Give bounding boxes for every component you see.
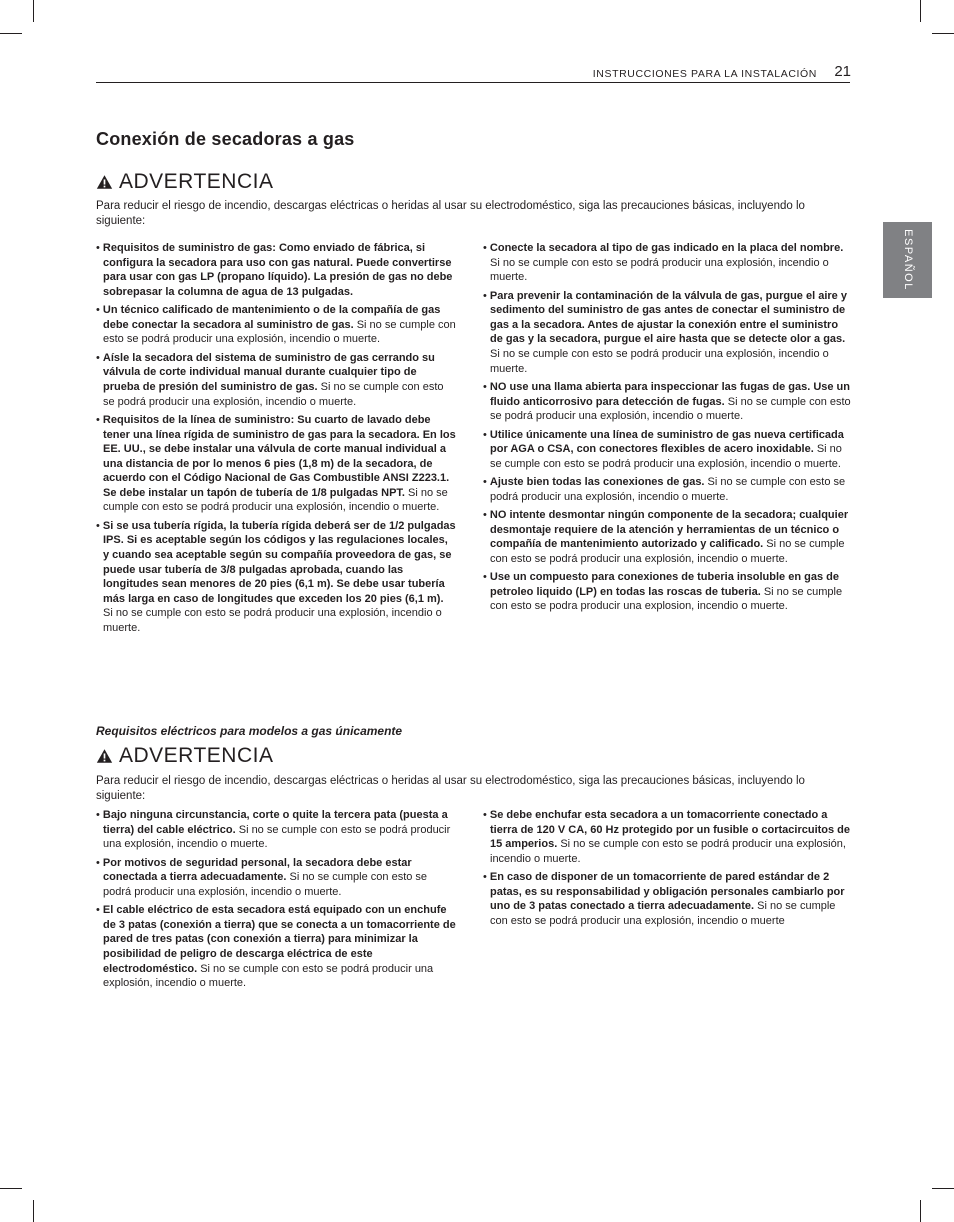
warning-heading-text: ADVERTENCIA — [119, 170, 274, 193]
bullet-item: • NO use una llama abierta para inspeccionar las fugas de gas. Use un fluido anticorrosivo para detección de fugas. Si no se cumple con esto se podrá producir una explosión, incendio o muerte. — [483, 380, 851, 423]
bullet-body-text: Si no se cumple con esto se podra producir una explosion, incendio o muerte. — [490, 585, 843, 613]
bullet-bold-text: El cable eléctrico de esta secadora está equipado con un enchufe de 3 patas (conexión a tierra) que se conecta a un tomacorriente de pared de tres patas (con conexión a tierra) para minimizar la posibilidad de peligro de descarga eléctrica de este electrodoméstico. — [102, 904, 456, 975]
header-rule — [96, 82, 850, 83]
bullet-item: • Por motivos de seguridad personal, la secadora debe estar conectada a tierra adecuadamente. Si no se cumple con esto se podrá producir una explosión, incendio o muerte. — [96, 856, 428, 898]
bullet-body-text: Si no se cumple con esto se podrá producir una explosión, incendio o muerte. — [103, 962, 434, 990]
bullet-bold-text: Use un compuesto para conexiones de tuberia insoluble en gas de petroleo liquido (LP) en todas las roscas de tuberia. — [489, 571, 839, 598]
crop-mark — [33, 1200, 34, 1222]
electrical-requirements-subheading: Requisitos eléctricos para modelos a gas únicamente — [96, 724, 403, 738]
warning1-left-column — [96, 241, 456, 639]
warning-intro: Para reducir el riesgo de incendio, descargas eléctricas o heridas al usar su electrodoméstico, siga las precauciones básicas, incluyendo lo siguiente: — [96, 775, 805, 802]
crop-mark — [932, 33, 954, 34]
warning-triangle-icon — [96, 748, 113, 764]
warning-heading-text: ADVERTENCIA — [119, 744, 274, 767]
bullet-body-text: Si no se cumple con esto se podrá producir una explosión, incendio o muerte. — [490, 395, 851, 423]
bullet-item: • Para prevenir la contaminación de la válvula de gas, purgue el aire y sedimento del suministro de gas antes de conectar el suministro de gas a la secadora. Antes de ajustar la conexión entre el suministro de gas y la secadora, purgue el aire hasta que se detecte olor a gas. Si no se cumple con esto se podrá producir una explosión, incendio o muerte. — [483, 289, 847, 375]
bullet-item: • Ajuste bien todas las conexiones de gas. Si no se cumple con esto se podrá producir una explosión, incendio o muerte. — [483, 476, 846, 503]
page-number: 21 — [834, 63, 851, 80]
bullet-body-text: Si no se cumple con esto se podrá producir una explosión, incendio o muerte. — [103, 486, 448, 514]
crop-mark — [0, 1188, 22, 1189]
bullet-bold-text: Requisitos de suministro de gas: Como enviado de fábrica, si configura la secadora para uso con gas natural. Puede convertirse para usar con gas LP (propano líquido). La presión de gas no debe sobrepasar la columna de agua de 13 pulgadas. — [102, 242, 453, 298]
crop-mark — [0, 33, 22, 34]
warning-heading — [96, 170, 273, 194]
bullet-bold-text: NO intente desmontar ningún componente de la secadora; cualquier desmontaje requiere de la atención y herramientas de un técnico o compañía de mantenimiento autorizado y calificado. — [489, 509, 849, 551]
bullet-bold-text: Para prevenir la contaminación de la válvula de gas, purgue el aire y sedimento del suministro de gas antes de conectar el suministro de gas a la secadora. Antes de ajustar la conexión entre el suministro de gas y la secadora, purgue el aire hasta que se detecte olor a gas. — [489, 289, 847, 346]
bullet-body-text: Si no se cumple con esto se podrá producir una explosión, incendio o muerte. — [490, 256, 829, 284]
bullet-bold-text: Si se usa tubería rígida, la tubería rígida deberá ser de 1/2 pulgadas IPS. Si es aceptable según los códigos y las regulaciones locales, y cuando sea aceptable según su compañía proveedora de gas, se puede usar tubería de 3/8 pulgadas aprobada, cuando las longitudes sean menores de 20 pies (6,1 m). Se debe usar tubería más larga en caso de longitudes que exceden los 20 pies (6,1 m). — [102, 519, 456, 605]
crop-mark — [33, 0, 34, 22]
bullet-bold-text: Se debe enchufar esta secadora a un tomacorriente conectado a tierra de 120 V CA, 60 Hz protegido por un fusible o cortacircuitos de 15 amperios. — [489, 809, 851, 851]
bullet-body-text: Si no se cumple con esto se podrá producir una explosión, incendio o muerte. — [490, 347, 829, 375]
bullet-item: • Utilice únicamente una línea de suministro de gas nueva certificada por AGA o CSA, con conectores flexibles de acero inoxidable. Si no se cumple con esto se podrá producir una explosión, incendio o muerte. — [483, 428, 844, 470]
bullet-bold-text: NO use una llama abierta para inspeccionar las fugas de gas. Use un fluido anticorrosivo para detección de fugas. — [489, 380, 850, 408]
bullet-body-text: Si no se cumple con esto se podrá producir una explosión, incendio o muerte. — [490, 838, 846, 865]
bullet-body-text: Si no se cumple con esto se podrá producir una explosión, incendio o muerte. — [490, 443, 842, 470]
bullet-item: • NO intente desmontar ningún componente de la secadora; cualquier desmontaje requiere de la atención y herramientas de un técnico o compañía de mantenimiento autorizado y calificado. Si no se cumple con esto se podrá producir una explosión, incendio o muerte. — [483, 509, 849, 565]
warning-heading — [96, 744, 273, 768]
bullet-body-text: Si no se cumple con esto se podrá producir una explosión, incendio o muerte. — [103, 380, 444, 408]
warning1-right-column — [483, 241, 851, 618]
bullet-bold-text: Conecte la secadora al tipo de gas indicado en la placa del nombre. — [489, 242, 844, 254]
warning2-left-column — [96, 808, 456, 995]
running-head: INSTRUCCIONES PARA LA INSTALACIÓN — [592, 68, 817, 80]
language-tab-label: ESPAÑOL — [901, 229, 914, 291]
crop-mark — [932, 1188, 954, 1189]
warning-intro: Para reducir el riesgo de incendio, descargas eléctricas o heridas al usar su electrodoméstico, siga las precauciones básicas, incluyendo lo siguiente: — [96, 200, 805, 227]
bullet-item: • El cable eléctrico de esta secadora está equipado con un enchufe de 3 patas (conexión a tierra) que se conecta a un tomacorriente de pared de tres patas (con conexión a tierra) para minimizar la posibilidad de peligro de descarga eléctrica de este electrodoméstico. Si no se cumple con esto se podrá producir una explosión, incendio o muerte. — [96, 904, 456, 990]
section-title: Conexión de secadoras a gas — [96, 129, 355, 149]
bullet-item: • Bajo ninguna circunstancia, corte o quite la tercera pata (puesta a tierra) del cable eléctrico. Si no se cumple con esto se podrá producir una explosión, incendio o muerte. — [96, 809, 451, 851]
crop-mark — [920, 0, 921, 22]
bullet-bold-text: Bajo ninguna circunstancia, corte o quite la tercera pata (puesta a tierra) del cable eléctrico. — [102, 809, 448, 836]
bullet-body-text: Si no se cumple con esto se podrá producir una explosión, incendio o muerte. — [103, 607, 442, 635]
bullet-item: • Aísle la secadora del sistema de suministro de gas cerrando su válvula de corte individual manual durante cualquier tipo de prueba de presión del suministro de gas. Si no se cumple con esto se podrá producir una explosión, incendio o muerte. — [96, 351, 444, 408]
bullet-item: • En caso de disponer de un tomacorriente de pared estándar de 2 patas, es su responsabilidad y obligación personales cambiarlo por uno de 3 patas conectado a tierra adecuadamente. Si no se cumple con esto se podrá producir una explosión, incendio o muerte — [483, 871, 845, 927]
warning-triangle-icon — [96, 174, 113, 190]
bullet-bold-text: En caso de disponer de un tomacorriente de pared estándar de 2 patas, es su responsabilidad y obligación personales cambiarlo por uno de 3 patas conectado a tierra adecuadamente. — [489, 871, 845, 913]
crop-mark — [920, 1200, 921, 1222]
bullet-body-text: Si no se cumple con esto se podrá producir una explosión, incendio o muerte. — [490, 476, 846, 503]
bullet-bold-text: Requisitos de la línea de suministro: Su cuarto de lavado debe tener una línea rígida de suministro de gas para la secadora. En los EE. UU., se debe instalar una válvula de corte manual individual a una distancia de por lo menos 6 pies (1,8 m) de la secadora, de acuerdo con el Código Nacional de Gas Combustible ANSI Z223.1. Se debe instalar un tapón de tubería de 1/8 pulgadas NPT. — [102, 413, 456, 499]
bullet-item: • Requisitos de la línea de suministro: Su cuarto de lavado debe tener una línea rígida de suministro de gas para la secadora. En los EE. UU., se debe instalar una válvula de corte manual individual a una distancia de por lo menos 6 pies (1,8 m) de la secadora, de acuerdo con el Código Nacional de Gas Combustible ANSI Z223.1. Se debe instalar un tapón de tubería de 1/8 pulgadas NPT. Si no se cumple con esto se podrá producir una explosión, incendio o muerte. — [96, 413, 456, 514]
bullet-item: • Un técnico calificado de mantenimiento o de la compañía de gas debe conectar la secadora al suministro de gas. Si no se cumple con esto se podrá producir una explosión, incendio o muerte. — [96, 304, 456, 346]
bullet-bold-text: Un técnico calificado de mantenimiento o de la compañía de gas debe conectar la secadora al suministro de gas. — [102, 304, 441, 331]
bullet-body-text: Si no se cumple con esto se podrá producir una explosión, incendio o muerte. — [103, 823, 451, 851]
bullet-bold-text: Por motivos de seguridad personal, la secadora debe estar conectada a tierra adecuadamente. — [102, 856, 412, 884]
bullet-body-text: Si no se cumple con esto se podrá producir una explosión, incendio o muerte. — [490, 538, 845, 565]
bullet-item: • Conecte la secadora al tipo de gas indicado en la placa del nombre. Si no se cumple con esto se podrá producir una explosión, incendio o muerte. — [483, 242, 844, 284]
warning2-right-column — [483, 808, 851, 932]
bullet-item: • Se debe enchufar esta secadora a un tomacorriente conectado a tierra de 120 V CA, 60 Hz protegido por un fusible o cortacircuitos de 15 amperios. Si no se cumple con esto se podrá producir una explosión, incendio o muerte. — [483, 809, 851, 865]
bullet-body-text: Si no se cumple con esto se podrá producir una explosión, incendio o muerte — [490, 900, 836, 927]
bullet-bold-text: Aísle la secadora del sistema de suministro de gas cerrando su válvula de corte individual manual durante cualquier tipo de prueba de presión del suministro de gas. — [102, 351, 435, 393]
bullet-item: • Requisitos de suministro de gas: Como enviado de fábrica, si configura la secadora para uso con gas natural. Puede convertirse para usar con gas LP (propano líquido). La presión de gas no debe sobrepasar la columna de agua de 13 pulgadas. — [96, 242, 453, 298]
bullet-bold-text: Utilice únicamente una línea de suministro de gas nueva certificada por AGA o CSA, con conectores flexibles de acero inoxidable. — [489, 428, 844, 456]
bullet-body-text: Si no se cumple con esto se podrá producir una explosión, incendio o muerte. — [103, 871, 428, 898]
bullet-body-text: Si no se cumple con esto se podrá producir una explosión, incendio o muerte. — [103, 318, 456, 346]
bullet-item: • Use un compuesto para conexiones de tuberia insoluble en gas de petroleo liquido (LP) en todas las roscas de tuberia. Si no se cumple con esto se podra producir una explosion, incendio o muerte. — [483, 571, 843, 613]
bullet-item: • Si se usa tubería rígida, la tubería rígida deberá ser de 1/2 pulgadas IPS. Si es aceptable según los códigos y las regulaciones locales, y cuando sea aceptable según su compañía proveedora de gas, se puede usar tubería de 3/8 pulgadas aprobada, cuando las longitudes sean menores de 20 pies (6,1 m). Se debe usar tubería más larga en caso de longitudes que exceden los 20 pies (6,1 m). Si no se cumple con esto se podrá producir una explosión, incendio o muerte. — [96, 519, 456, 635]
language-tab — [883, 222, 932, 298]
bullet-bold-text: Ajuste bien todas las conexiones de gas. — [489, 476, 705, 489]
